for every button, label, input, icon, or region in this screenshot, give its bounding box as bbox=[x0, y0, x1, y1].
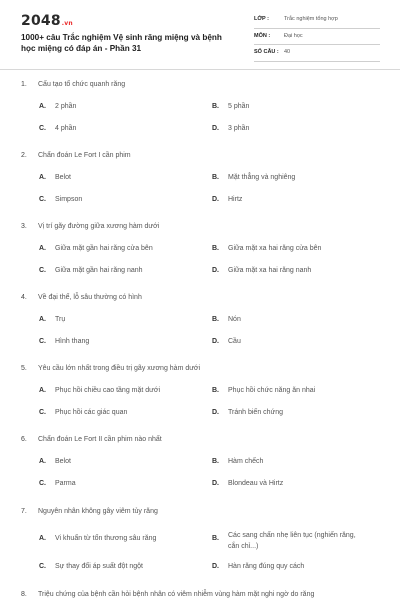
option-letter: B. bbox=[212, 458, 219, 465]
meta-value: Đại học bbox=[284, 32, 303, 39]
question-text: Vị trí gãy đường giữa xương hàm dưới bbox=[38, 223, 160, 230]
question-number: 8. bbox=[21, 591, 27, 598]
meta-row-count bbox=[254, 47, 380, 62]
option-letter: B. bbox=[212, 535, 219, 542]
option-text: Các sang chấn nhẹ liên tục (nghiến răng, cắn chỉ...) bbox=[228, 532, 356, 550]
option-text: Hàm chếch bbox=[228, 458, 264, 465]
option-letter: C. bbox=[39, 409, 46, 416]
exam-meta bbox=[254, 14, 380, 64]
option-text: Cầu bbox=[228, 338, 241, 345]
option-letter: A. bbox=[39, 316, 46, 323]
meta-row-subject bbox=[254, 31, 380, 46]
option-letter: B. bbox=[212, 245, 219, 252]
option-letter: B. bbox=[212, 387, 219, 394]
option-text: 5 phần bbox=[228, 103, 250, 110]
option-letter: A. bbox=[39, 535, 46, 542]
question-text: Nguyên nhân không gây viêm tủy răng bbox=[38, 508, 158, 515]
option-text: 4 phần bbox=[55, 125, 77, 132]
option-text: Sự thay đổi áp suất đột ngột bbox=[55, 563, 143, 570]
question-text: Yêu cầu lớn nhất trong điều trị gãy xương hàm dưới bbox=[38, 365, 201, 372]
page-header bbox=[0, 0, 400, 68]
option-text: Simpson bbox=[55, 196, 83, 203]
option-text: Phục hồi chiều cao tầng mặt dưới bbox=[55, 387, 161, 394]
option-text: Trụ bbox=[55, 316, 66, 323]
option-letter: D. bbox=[212, 267, 219, 274]
option-letter: C. bbox=[39, 338, 46, 345]
option-text: Phục hồi chức năng ăn nhai bbox=[228, 387, 316, 394]
meta-value: Trắc nghiệm tổng hợp bbox=[284, 16, 338, 22]
option-text: Giữa mặt xa hai răng nanh bbox=[228, 267, 312, 274]
option-text: Mặt thẳng và nghiêng bbox=[228, 174, 296, 181]
option-letter: B. bbox=[212, 174, 219, 181]
question-number: 7. bbox=[21, 508, 27, 515]
question-text: Chẩn đoán Le Fort II cần phim nào nhất bbox=[38, 436, 162, 443]
question-number: 1. bbox=[21, 81, 27, 88]
option-letter: A. bbox=[39, 174, 46, 181]
option-letter: D. bbox=[212, 563, 219, 570]
option-letter: D. bbox=[212, 480, 219, 487]
page-title: 1000+ câu Trắc nghiệm Vệ sinh răng miệng và bệnh học miệng có đáp án - Phần 31 bbox=[21, 33, 222, 53]
option-text: Parma bbox=[55, 480, 76, 487]
question-text: Cấu tạo tổ chức quanh răng bbox=[38, 81, 126, 88]
option-text: Belot bbox=[55, 174, 71, 181]
option-text: 2 phần bbox=[55, 103, 77, 110]
option-letter: D. bbox=[212, 196, 219, 203]
option-text: Vi khuẩn từ tổn thương sâu răng bbox=[55, 535, 157, 542]
option-text: Hình thang bbox=[55, 338, 90, 345]
option-text: Nón bbox=[228, 316, 241, 323]
option-text: Hirtz bbox=[228, 196, 243, 203]
option-text: Giữa mặt gần hai răng nanh bbox=[55, 267, 143, 274]
site-logo[interactable] bbox=[21, 13, 73, 29]
meta-value: 40 bbox=[284, 49, 291, 55]
option-text: Belot bbox=[55, 458, 71, 465]
header-divider bbox=[0, 69, 400, 70]
question-text: Về đại thể, lỗ sâu thường có hình bbox=[38, 294, 142, 301]
question-number: 2. bbox=[21, 152, 27, 159]
option-letter: B. bbox=[212, 103, 219, 110]
option-letter: C. bbox=[39, 125, 46, 132]
meta-row-class bbox=[254, 14, 380, 29]
option-text: Giữa mặt xa hai răng cửa bên bbox=[228, 245, 322, 252]
option-letter: C. bbox=[39, 267, 46, 274]
meta-label: LỚP : bbox=[254, 16, 269, 22]
meta-label: MÔN : bbox=[254, 32, 271, 39]
option-text: Blondeau và Hirtz bbox=[228, 480, 284, 487]
option-text: Phục hồi các giác quan bbox=[55, 409, 128, 416]
question-number: 5. bbox=[21, 365, 27, 372]
option-letter: C. bbox=[39, 196, 46, 203]
option-letter: A. bbox=[39, 245, 46, 252]
option-text: Giữa mặt gần hai răng cửa bên bbox=[55, 245, 153, 252]
option-text: 3 phần bbox=[228, 125, 250, 132]
question-number: 6. bbox=[21, 436, 27, 443]
option-letter: A. bbox=[39, 458, 46, 465]
question-text: Triệu chứng của bệnh cần hỏi bệnh nhân có viêm nhiễm vùng hàm mặt nghi ngờ do răng bbox=[38, 591, 315, 598]
question-number: 4. bbox=[21, 294, 27, 301]
logo-main: 2048 bbox=[21, 13, 61, 29]
option-text: Tránh biến chứng bbox=[228, 409, 284, 416]
option-letter: C. bbox=[39, 563, 46, 570]
question-text: Chẩn đoán Le Fort I cần phim bbox=[38, 152, 131, 159]
option-letter: B. bbox=[212, 316, 219, 323]
meta-label: SỐ CÂU : bbox=[254, 49, 279, 55]
logo-tld: .vn bbox=[61, 20, 73, 27]
option-letter: A. bbox=[39, 387, 46, 394]
option-letter: A. bbox=[39, 103, 46, 110]
option-letter: D. bbox=[212, 125, 219, 132]
question-number: 3. bbox=[21, 223, 27, 230]
option-text: Hàn răng đúng quy cách bbox=[228, 563, 305, 570]
option-letter: C. bbox=[39, 480, 46, 487]
option-letter: D. bbox=[212, 338, 219, 345]
option-letter: D. bbox=[212, 409, 219, 416]
